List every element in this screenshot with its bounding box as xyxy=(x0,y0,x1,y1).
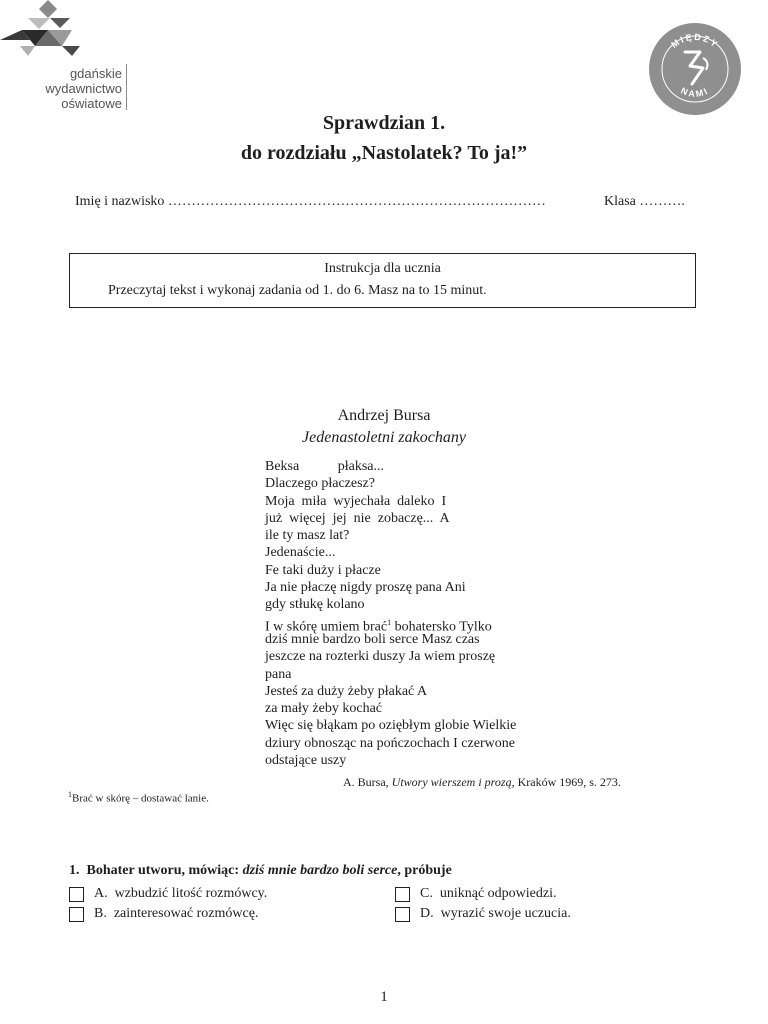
class-field[interactable]: Klasa ………. xyxy=(604,194,685,209)
poem-line-with-footnote xyxy=(265,614,565,635)
poem-line: Dlaczego płaczesz? xyxy=(265,476,375,492)
footnote xyxy=(68,790,209,805)
poem-line: pana xyxy=(265,666,292,682)
publisher-name-line2: wydawnictwo xyxy=(45,81,122,96)
poem-line: ile ty masz lat? xyxy=(265,528,350,544)
question-1-prefix: 1. Bohater utworu, mówiąc: xyxy=(69,863,243,878)
logo-divider xyxy=(126,64,127,110)
publisher-name-line1: gdańskie xyxy=(69,66,122,81)
poem-line: Ja nie płaczę nigdy proszę pana Ani xyxy=(265,580,466,596)
publisher-logo xyxy=(0,0,135,112)
footnote-reference: 1 xyxy=(387,617,392,627)
poem-line: Jedenaście... xyxy=(265,545,336,561)
series-logo-badge xyxy=(648,22,742,116)
footnote-mark: 1 xyxy=(68,790,72,799)
checkbox[interactable] xyxy=(69,887,84,902)
svg-text:MIĘDZY: MIĘDZY xyxy=(669,31,721,51)
option-label: D. wyrazić swoje uczucia. xyxy=(420,906,571,921)
source-book-title: Utwory wierszem i prozą xyxy=(391,775,512,789)
checkbox[interactable] xyxy=(395,887,410,902)
poem-line: Jesteś za duży żeby płakać A xyxy=(265,683,428,699)
poem-text xyxy=(265,458,565,769)
option-c[interactable] xyxy=(395,886,556,902)
poem-title: Jedenastoletni zakochany xyxy=(302,429,466,446)
option-label: B. zainteresować rozmówcę. xyxy=(94,906,259,921)
test-subtitle: do rozdziału „Nastolatek? To ja!” xyxy=(240,142,528,164)
question-1-quote: dziś mnie bardzo boli serce xyxy=(242,863,398,878)
footnote-text: Brać w skórę – dostawać lanie. xyxy=(72,792,209,805)
poem-line: już więcej jej nie zobaczę... A xyxy=(265,510,450,526)
page-number: 1 xyxy=(380,989,388,1005)
poem-line: dziury obnosząc na pończochach I czerwone xyxy=(265,735,515,751)
poem-line: gdy stłukę kolano xyxy=(265,597,365,613)
poem-line: za mały żeby kochać xyxy=(265,701,382,717)
source-details: , Kraków 1969, s. 273. xyxy=(511,775,621,789)
checkbox[interactable] xyxy=(395,907,410,922)
publisher-name-line3: oświatowe xyxy=(61,96,122,111)
series-logo xyxy=(648,22,742,116)
publisher-logo-mark xyxy=(0,0,135,70)
checkbox[interactable] xyxy=(69,907,84,922)
test-title: Sprawdzian 1. xyxy=(322,112,446,134)
poem-line: Moja miła wyjechała daleko I xyxy=(265,493,447,509)
poem-line-part: bohatersko Tylko xyxy=(391,619,492,635)
instruction-box xyxy=(69,253,696,308)
poem-line: jeszcze na rozterki duszy Ja wiem proszę xyxy=(265,649,496,665)
instruction-title: Instrukcja dla ucznia xyxy=(324,261,441,276)
option-d[interactable] xyxy=(395,906,571,922)
question-1 xyxy=(69,863,452,879)
poem-line: odstające uszy xyxy=(265,753,347,769)
option-label: A. wzbudzić litość rozmówcy. xyxy=(94,886,268,901)
name-field[interactable]: Imię i nazwisko ……………………………………………………………………… xyxy=(75,194,546,209)
poem-line: Więc się błąkam po oziębłym globie Wielkie xyxy=(265,718,517,734)
svg-text:NAMI: NAMI xyxy=(679,85,711,100)
option-label: C. uniknąć odpowiedzi. xyxy=(420,886,557,901)
poem-line: Fe taki duży i płacze xyxy=(265,562,381,578)
option-b[interactable] xyxy=(69,906,258,922)
poem-author: Andrzej Bursa xyxy=(337,407,431,424)
source-author: A. Bursa, xyxy=(343,775,392,789)
poem-line: Beksa płaksa... xyxy=(265,459,384,474)
option-a[interactable] xyxy=(69,886,267,902)
poem-source xyxy=(343,775,621,790)
poem-line-part: I w skórę umiem brać xyxy=(265,619,388,635)
instruction-text: Przeczytaj tekst i wykonaj zadania od 1. do 6. Masz na to 15 minut. xyxy=(108,283,487,298)
question-1-suffix: , próbuje xyxy=(397,863,452,878)
poem-line: dziś mnie bardzo boli serce Masz czas xyxy=(265,631,480,647)
